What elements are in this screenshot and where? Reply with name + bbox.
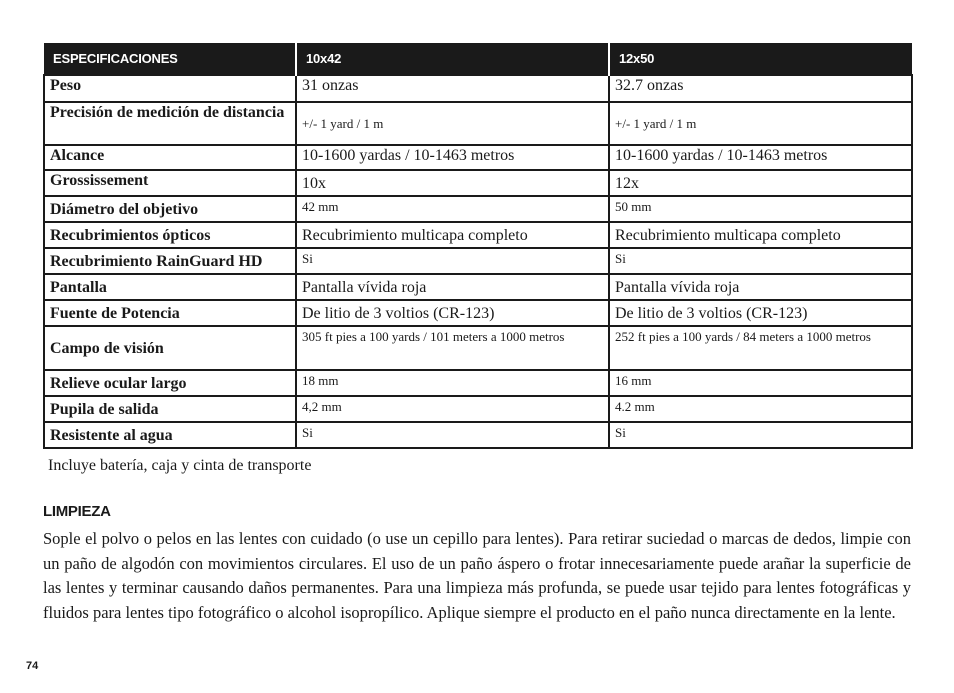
- header-specifications: ESPECIFICACIONES: [44, 43, 296, 75]
- table-row: [44, 248, 912, 274]
- value-12x50: Pantalla vívida roja: [609, 274, 912, 300]
- table-row: [44, 222, 912, 248]
- table-row: [44, 102, 912, 145]
- row-label: Fuente de Potencia: [44, 300, 296, 326]
- row-label: Recubrimiento RainGuard HD: [44, 248, 296, 274]
- table-row: [44, 326, 912, 370]
- row-label: Relieve ocular largo: [44, 370, 296, 396]
- value-12x50: 10-1600 yardas / 10-1463 metros: [609, 145, 912, 170]
- value-10x42: 18 mm: [296, 370, 609, 396]
- row-label: Pupila de salida: [44, 396, 296, 422]
- table-row: [44, 196, 912, 222]
- header-model-10x42: 10x42: [296, 43, 609, 75]
- table-row: [44, 300, 912, 326]
- value-12x50: Si: [609, 422, 912, 448]
- row-label: Pantalla: [44, 274, 296, 300]
- value-12x50: 32.7 onzas: [609, 75, 912, 102]
- value-12x50: 16 mm: [609, 370, 912, 396]
- section-title: LIMPIEZA: [43, 503, 111, 520]
- value-10x42: De litio de 3 voltios (CR-123): [296, 300, 609, 326]
- row-label: Recubrimientos ópticos: [44, 222, 296, 248]
- value-12x50: Recubrimiento multicapa completo: [609, 222, 912, 248]
- row-label: Diámetro del objetivo: [44, 196, 296, 222]
- value-10x42: Pantalla vívida roja: [296, 274, 609, 300]
- header-model-12x50: 12x50: [609, 43, 912, 75]
- value-10x42: Si: [296, 422, 609, 448]
- table-footnote: Incluye batería, caja y cinta de transporte: [48, 457, 312, 474]
- cleaning-paragraph: Sople el polvo o pelos en las lentes con cuidado (o use un cepillo para lentes). Para retirar suciedad o marcas de dedos, limpie con un paño de algodón con movimientos circulares. El uso de un paño áspero o frotar innecesariamente puede arañar la superficie de las lentes y terminar causando daños permanentes. Para una limpieza más profunda, se puede usar tejido para lentes fotográficas y fluidos para lentes tipo fotográfico o alcohol isopropílico. Aplique siempre el producto en el paño nunca directamente en la lente.: [43, 529, 911, 622]
- value-10x42: 42 mm: [296, 196, 609, 222]
- value-10x42: 31 onzas: [296, 75, 609, 102]
- value-10x42: Si: [296, 248, 609, 274]
- table-row: [44, 274, 912, 300]
- table-row: [44, 170, 912, 196]
- value-12x50: Si: [609, 248, 912, 274]
- specifications-table: [43, 43, 913, 449]
- table-row: [44, 422, 912, 448]
- table-row: [44, 370, 912, 396]
- value-10x42: 10-1600 yardas / 10-1463 metros: [296, 145, 609, 170]
- value-12x50: 252 ft pies a 100 yards / 84 meters a 1000 metros: [609, 326, 912, 370]
- value-10x42: 10x: [296, 170, 609, 196]
- value-12x50: De litio de 3 voltios (CR-123): [609, 300, 912, 326]
- value-12x50: 4.2 mm: [609, 396, 912, 422]
- table-header-row: [44, 43, 912, 75]
- value-10x42: 4,2 mm: [296, 396, 609, 422]
- value-10x42: Recubrimiento multicapa completo: [296, 222, 609, 248]
- row-label: Grossissement: [44, 170, 296, 196]
- value-10x42: 305 ft pies a 100 yards / 101 meters a 1000 metros: [296, 326, 609, 370]
- value-12x50: +/- 1 yard / 1 m: [609, 102, 912, 145]
- table-row: [44, 396, 912, 422]
- table-row: [44, 145, 912, 170]
- page-number: 74: [26, 660, 39, 672]
- table-row: [44, 75, 912, 102]
- value-12x50: 50 mm: [609, 196, 912, 222]
- row-label: Peso: [44, 75, 296, 102]
- value-10x42: +/- 1 yard / 1 m: [296, 102, 609, 145]
- row-label: Precisión de medición de distancia: [44, 102, 296, 145]
- value-12x50: 12x: [609, 170, 912, 196]
- row-label: Campo de visión: [44, 326, 296, 370]
- row-label: Alcance: [44, 145, 296, 170]
- row-label: Resistente al agua: [44, 422, 296, 448]
